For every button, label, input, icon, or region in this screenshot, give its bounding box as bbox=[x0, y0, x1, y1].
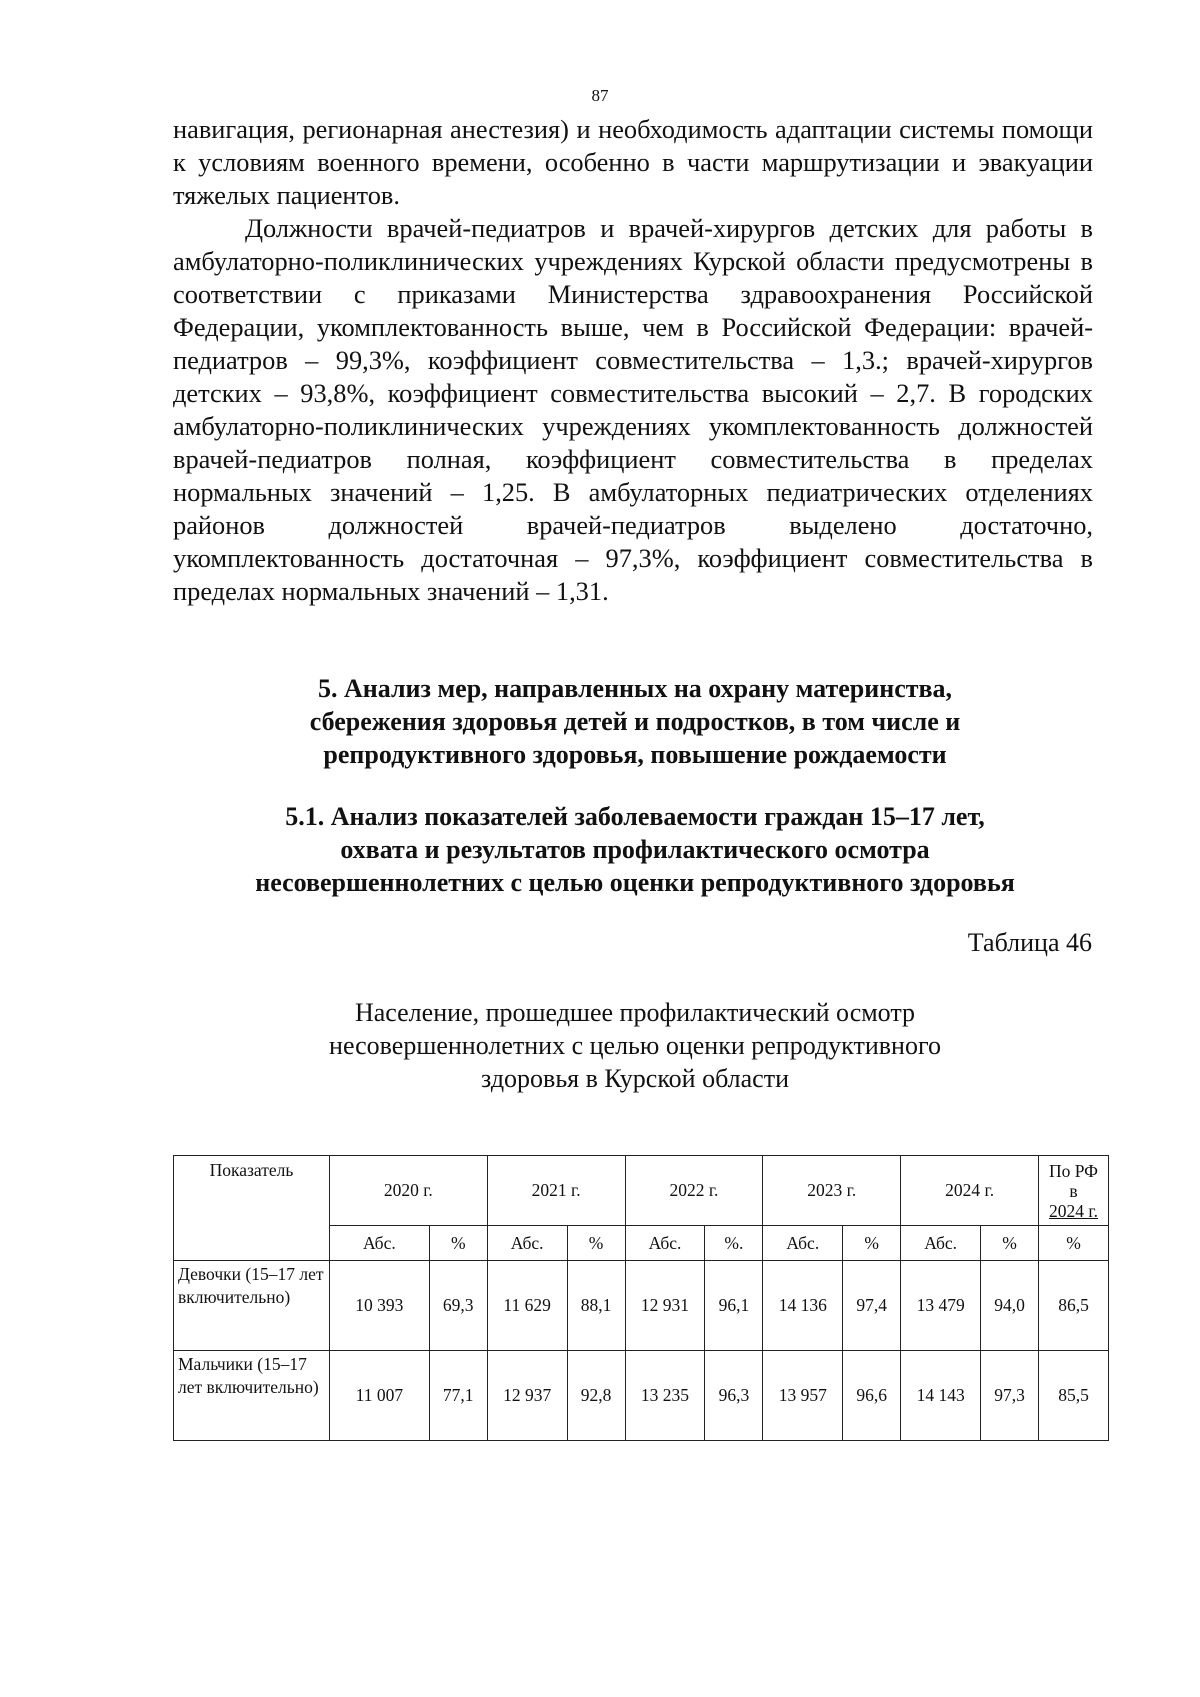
table-cell: 14 143 bbox=[901, 1351, 981, 1441]
row-label: Девочки (15–17 лет включительно) bbox=[174, 1261, 330, 1351]
table-cell: 86,5 bbox=[1039, 1261, 1109, 1351]
year-header: 2022 г. bbox=[625, 1156, 763, 1226]
year-header: 2021 г. bbox=[487, 1156, 625, 1226]
subheader-cell: Абс. bbox=[625, 1226, 705, 1261]
year-header: 2020 г. bbox=[329, 1156, 487, 1226]
table-cell: 10 393 bbox=[329, 1261, 429, 1351]
table-cell: 13 479 bbox=[901, 1261, 981, 1351]
table-cell: 97,4 bbox=[843, 1261, 901, 1351]
table-cell: 77,1 bbox=[429, 1351, 487, 1441]
table-row bbox=[174, 1351, 1109, 1441]
table-cell: 14 136 bbox=[763, 1261, 843, 1351]
subheader-cell: % bbox=[429, 1226, 487, 1261]
subheader-cell: % bbox=[1039, 1226, 1109, 1261]
table-cell: 11 007 bbox=[329, 1351, 429, 1441]
page-number: 87 bbox=[591, 86, 609, 105]
table-title bbox=[150, 996, 1120, 1095]
heading-line: 5. Анализ мер, направленных на охрану материнства, bbox=[317, 674, 953, 703]
table-title-line: Население, прошедшее профилактический осмотр bbox=[354, 998, 916, 1027]
subheader-cell: Абс. bbox=[329, 1226, 429, 1261]
year-header: 2023 г. bbox=[763, 1156, 901, 1226]
table-title-line: здоровья в Курской области bbox=[481, 1064, 789, 1093]
table-cell: 94,0 bbox=[981, 1261, 1039, 1351]
row-label: Мальчики (15–17 лет включительно) bbox=[174, 1351, 330, 1441]
year-header: 2024 г. bbox=[901, 1156, 1039, 1226]
heading-line: охвата и результатов профилактического осмотра bbox=[340, 835, 930, 864]
table-cell: 12 937 bbox=[487, 1351, 567, 1441]
table-cell: 85,5 bbox=[1039, 1351, 1109, 1441]
rf-header bbox=[1039, 1156, 1109, 1226]
paragraph-1: навигация, регионарная анестезия) и необходимость адаптации системы помощи к условиям военного времени, особенно в части маршрутизации и эвакуации тяжелых пациентов. bbox=[173, 114, 1093, 210]
subheader-cell: % bbox=[843, 1226, 901, 1261]
rf-header-line: в bbox=[1069, 1180, 1078, 1201]
section-5-heading bbox=[150, 672, 1120, 771]
section-5-1-heading bbox=[150, 800, 1120, 899]
subheader-cell: %. bbox=[705, 1226, 763, 1261]
subheader-cell: % bbox=[981, 1226, 1039, 1261]
table-cell: 92,8 bbox=[567, 1351, 625, 1441]
table-cell: 13 235 bbox=[625, 1351, 705, 1441]
heading-line: репродуктивного здоровья, повышение рождаемости bbox=[323, 740, 947, 769]
table-title-line: несовершеннолетних с целью оценки репродуктивного bbox=[329, 1031, 941, 1060]
table-cell: 12 931 bbox=[625, 1261, 705, 1351]
table-cell: 88,1 bbox=[567, 1261, 625, 1351]
rf-header-line: По РФ bbox=[1048, 1160, 1099, 1181]
subheader-cell: Абс. bbox=[487, 1226, 567, 1261]
table-cell: 11 629 bbox=[487, 1261, 567, 1351]
table-cell: 97,3 bbox=[981, 1351, 1039, 1441]
table-cell: 96,6 bbox=[843, 1351, 901, 1441]
heading-line: 5.1. Анализ показателей заболеваемости граждан 15–17 лет, bbox=[285, 802, 985, 831]
rf-header-line: 2024 г. bbox=[1049, 1200, 1098, 1221]
table-cell: 69,3 bbox=[429, 1261, 487, 1351]
paragraph-2: Должности врачей-педиатров и врачей-хирургов детских для работы в амбулаторно-поликлинических учреждениях Курской области предусмотрены в соответствии с приказами Министерства здравоохранения Российской Федерации, укомплектованность выше, чем в Российской Федерации: врачей-педиатров – 99,3%, коэффициент совместительства – 1,3.; врачей-хирургов детских – 93,8%, коэффициент совместительства высокий – 2,7. В городских амбулаторно-поликлинических учреждениях укомплектованность должностей врачей-педиатров полная, коэффициент совместительства в пределах нормальных значений – 1,25. В амбулаторных педиатрических отделениях районов должностей врачей-педиатров выделено достаточно, укомплектованность достаточная – 97,3%, коэффициент совместительства в пределах нормальных значений – 1,31. bbox=[173, 213, 1093, 606]
heading-line: несовершеннолетних с целью оценки репродуктивного здоровья bbox=[255, 868, 1015, 897]
indicator-header: Показатель bbox=[174, 1156, 330, 1261]
subheader-cell: Абс. bbox=[901, 1226, 981, 1261]
heading-line: сбережения здоровья детей и подростков, в том числе и bbox=[309, 707, 961, 736]
table-header-row bbox=[174, 1156, 1109, 1226]
subheader-cell: % bbox=[567, 1226, 625, 1261]
table-cell: 96,3 bbox=[705, 1351, 763, 1441]
table-row bbox=[174, 1261, 1109, 1351]
subheader-cell: Абс. bbox=[763, 1226, 843, 1261]
table-cell: 13 957 bbox=[763, 1351, 843, 1441]
table-label: Таблица 46 bbox=[967, 928, 1092, 957]
table-cell: 96,1 bbox=[705, 1261, 763, 1351]
exam-table bbox=[173, 1155, 1109, 1441]
